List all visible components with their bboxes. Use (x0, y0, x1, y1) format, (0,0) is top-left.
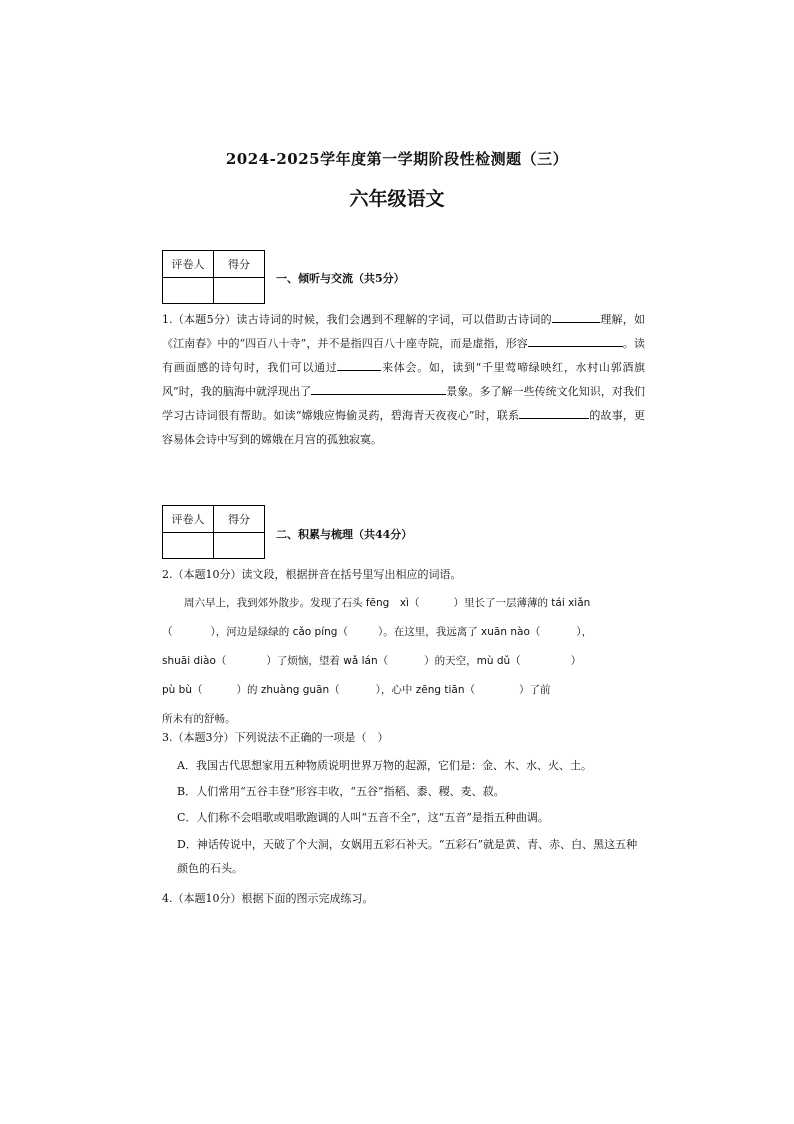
q1-text-e: 景象。多了解一些传统文化知识，对我们学习古诗词很有帮助。如读“嫦娥应悔偷灵药，碧海青天夜夜心”时，联系 (162, 385, 646, 422)
exam-subject: 六年级语文 (349, 188, 445, 210)
grader-label: 评卷人 (163, 506, 214, 533)
section1-title: 一、倾听与交流（共5分） (276, 272, 405, 285)
q1-blank-1[interactable] (552, 309, 600, 323)
question-2-stem: 2.（本题10分）读文段，根据拼音在括号里写出相应的词语。 (162, 568, 462, 581)
exam-title: 2024-2025学年度第一学期阶段性检测题（三） (225, 150, 569, 168)
score-label: 得分 (214, 251, 265, 278)
q1-text-d: 来体会。如，读到“千里莺啼绿映红，水村山郭酒旗风”时，我的脑海中就浮现出了 (162, 361, 646, 398)
q3-option-c[interactable]: C．人们称不会唱歌或唱歌跑调的人叫“五音不全”，这“五音”是指五种曲调。 (177, 811, 549, 824)
score-cell (214, 277, 265, 304)
passage-line-3: shuāi diào（ ）了烦恼，望着 wǎ lán（ ）的天空，mù dǔ（ ） (162, 655, 582, 667)
q1-text-f: 的故事，更容易体会诗中写到的嫦娥在月宫的孤独寂寞。 (162, 409, 646, 446)
passage-line-5: 所未有的舒畅。 (162, 713, 236, 725)
q1-blank-5[interactable] (519, 405, 589, 419)
passage-line-4: pù bù（ ）的 zhuàng guān（ ），心中 zēng tiān（ ）了前 (162, 684, 551, 696)
q1-blank-2[interactable] (528, 333, 623, 347)
q3-option-a[interactable]: A．我国古代思想家用五种物质说明世界万物的起源，它们是：金、木、水、火、土。 (177, 759, 592, 772)
answer-paren[interactable] (419, 589, 453, 618)
question-2-passage (162, 589, 645, 734)
score-cell (214, 532, 265, 559)
score-box-section1 (162, 250, 265, 304)
score-label: 得分 (214, 506, 265, 533)
section2-title: 二、积累与梳理（共44分） (276, 528, 413, 541)
q1-text-b: 理解，如《江南春》中的“四百八十寺”，并不是指四百八十座寺院，而是虚指，形容 (162, 313, 645, 350)
q1-blank-3[interactable] (337, 357, 381, 371)
grader-cell (163, 277, 214, 304)
question-4-stem: 4.（本题10分）根据下面的图示完成练习。 (162, 892, 374, 905)
question-3-stem: 3.（本题3分）下列说法不正确的一项是（ ） (162, 731, 389, 744)
q3-option-b[interactable]: B．人们常用“五谷丰登”形容丰收，“五谷”指稻、黍、稷、麦、菽。 (177, 785, 505, 798)
q1-text-c: 。读有画面感的诗句时，我们可以通过 (162, 337, 645, 374)
grader-cell (163, 532, 214, 559)
grader-label: 评卷人 (163, 251, 214, 278)
q1-text-a: 1.（本题5分）读古诗词的时候，我们会遇到不理解的字词，可以借助古诗词的 (162, 313, 552, 326)
q3-option-d[interactable]: D．神话传说中，天破了个大洞，女娲用五彩石补天。“五彩石”就是黄、青、赤、白、黑这五种颜色的石头。 (177, 838, 638, 875)
question-1 (162, 308, 645, 452)
q1-blank-4[interactable] (311, 381, 446, 395)
passage-line-1: 周六早上，我到郊外散步。发现了石头 fēng xì（ ）里长了一层薄薄的 tái xiǎn (162, 589, 645, 618)
score-box-section2 (162, 505, 265, 559)
passage-line-2: （ ），河边是绿绿的 cǎo píng（ ）。在这里，我远离了 xuān nào（ ）， (162, 626, 593, 638)
